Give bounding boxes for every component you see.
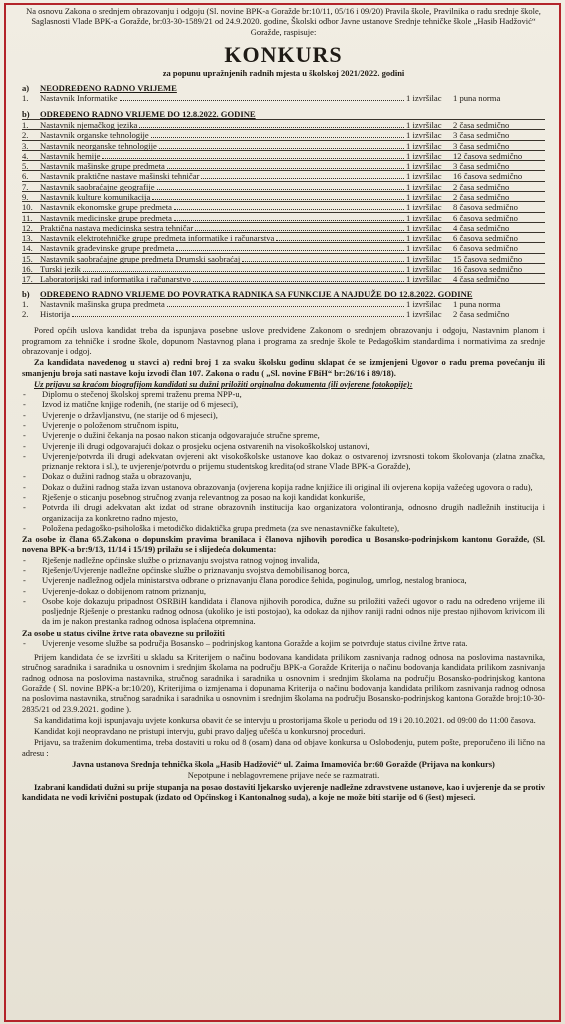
- row-number: 17.: [22, 274, 33, 285]
- executor-count: 1 izvršilac: [406, 202, 442, 213]
- weekly-hours: 4 časa sedmično: [453, 222, 510, 233]
- weekly-hours: 16 časova sedmično: [453, 171, 523, 182]
- application-instructions: Prijavu, sa traženim dokumentima, treba dostaviti u roku od 8 (osam) dana od objave konkursa u Oslobođenju, putem pošte, preporučeno ili lično na adresu :: [22, 737, 545, 758]
- position-name: Nastavnik medicinske grupe predmeta: [40, 212, 172, 223]
- row-number: 16.: [22, 264, 33, 275]
- leader-dots: [195, 225, 404, 231]
- weekly-hours: 2 časa sedmično: [453, 309, 510, 320]
- contract-note: Za kandidata navedenog u stavci a) redni broj 1 za svaku školsku godinu sklapat će se izmjenjeni Ugovor o radu prema povećanju ili smanjenju broja sati nastave koju izvodi član 107. Zakona o radu ( „Sl. novine FBiH“ br:26/16 i 89/18).: [22, 357, 545, 378]
- row-number: 6.: [22, 171, 29, 182]
- row-number: 9.: [22, 192, 29, 202]
- document-item: - Rješenje nadležne općinske službe o priznavanju svojstva ratnog vojnog invalida,: [22, 555, 545, 565]
- document-item: - Rješenje/Uvjerenje nadležne općinske službe o priznavanju svojstva demobilisanog borca,: [22, 565, 545, 575]
- row-number: 5.: [22, 161, 29, 172]
- leader-dots: [242, 256, 404, 262]
- interview-absence-note: Kandidat koji neopravdano ne pristupi intervju, gubi pravo daljeg učešća u konkursnoj proceduri.: [34, 726, 366, 737]
- position-row: [22, 253, 545, 263]
- intro-paragraph: Na osnovu Zakona o srednjem obrazovanju i odgoju (Sl. novine BPK-a Goražde br:10/11, 05/16 i 09/20) Pravila škole, Pravilnika o radu srednje škole, Saglasnosti Vlade BPK-a Goražde, br:03-30-1589/21 od 24.9.2020. godine, Školski odbor Javne ustanove Srednje tehničke škole „Hasib Hadžović“ Goražde, raspisuje:: [26, 6, 541, 37]
- weekly-hours: 6 časova sedmično: [453, 233, 518, 244]
- row-number: 14.: [22, 243, 33, 254]
- row-number: 11.: [22, 212, 33, 223]
- weekly-hours: 3 časa sedmično: [453, 161, 510, 172]
- position-name: Nastavnik Informatike: [40, 93, 118, 104]
- leader-dots: [174, 215, 404, 221]
- document-item: - Položena pedagoško-psihološka i metodičko didaktička grupa predmeta (za sve nenastavničke fakultete),: [22, 523, 545, 533]
- conditions-body: [22, 325, 545, 802]
- document-item: - Uvjerenje nadležnog odjela ministarstva odbrane o priznavanju člana porodice šehida, poginulog, umrlog, nestalog branioca,: [22, 575, 545, 585]
- red-border-right: [559, 3, 561, 1022]
- leader-dots: [174, 204, 404, 210]
- document-item: - Uvjerenje o dužini čekanja na posao nakon sticanja odgovarajuće stručne spreme,: [22, 430, 545, 440]
- position-row: [22, 309, 545, 319]
- weekly-hours: 1 puna norma: [453, 93, 501, 104]
- leader-dots: [83, 266, 404, 272]
- section-a-heading: [22, 83, 545, 93]
- weekly-hours: 3 časa sedmično: [453, 140, 510, 151]
- row-number: 13.: [22, 233, 33, 244]
- executor-count: 1 izvršilac: [406, 298, 442, 309]
- red-border-left: [4, 3, 6, 1022]
- weekly-hours: 12 časova sedmično: [453, 150, 523, 161]
- leader-dots: [167, 301, 404, 307]
- row-number: 2.: [22, 130, 29, 141]
- red-border-top: [4, 3, 561, 5]
- section-a: [22, 83, 545, 104]
- incomplete-note: Nepotpune i neblagovremene prijave neće se razmatrati.: [187, 770, 380, 781]
- row-number: 1.: [22, 298, 29, 309]
- weekly-hours: 3 časa sedmično: [453, 130, 510, 141]
- row-number: 3.: [22, 140, 29, 151]
- executor-count: 1 izvršilac: [406, 119, 442, 130]
- section-letter: b): [22, 288, 30, 299]
- document-item: - Dokaz o dužini radnog staža izvan ustanova obrazovanja (ovjerena kopija radne knjižice ili original ili ovjerena kopija važećeg ugovora o radu),: [22, 482, 545, 492]
- executor-count: 1 izvršilac: [406, 233, 442, 244]
- position-name: Nastavnik praktične nastave mašinski tehničar: [40, 171, 200, 182]
- position-row: [22, 129, 545, 139]
- document-item: - Uvjerenje o državljanstvu, (ne starije od 6 mjeseci),: [22, 410, 545, 420]
- civil-victims-heading: Za osobe u status civilne žrtve rata obavezne su priložiti: [22, 627, 225, 638]
- position-name: Nastavnik neorganske tehnologije: [40, 140, 157, 151]
- veterans-heading: Za osobe iz člana 65.Zakona o dopunskim pravima branilaca i članova njihovih porodica u Bosansko-podrinjskom kantonu Goražde, (Sl. novena BPK-a br:9/13, 11/14 i 15/19) prilažu se i slijedeća dokumenta:: [22, 534, 545, 555]
- position-row: [22, 191, 545, 201]
- row-number: 15.: [22, 253, 33, 264]
- position-list: [22, 299, 545, 320]
- final-requirement: Izabrani kandidati dužni su prije stupanja na posao dostaviti ljekarsko uvjerenje nadležne zdravstvene ustanove, kao i uvjerenje da se protiv kandidata ne vodi krivični postupak (izdato od Općinskog i Kantonalnog suda), a koje ne može biti starije od 6 (šest) mjeseci.: [22, 781, 545, 802]
- executor-count: 1 izvršilac: [406, 212, 442, 223]
- section-c: [22, 289, 545, 320]
- leader-dots: [139, 122, 404, 128]
- documents-list: [22, 389, 545, 533]
- position-name: Nastavnik kulture komunikacija: [40, 192, 151, 202]
- leader-dots: [72, 311, 404, 317]
- position-name: Historija: [40, 309, 71, 320]
- executor-count: 1 izvršilac: [406, 181, 442, 192]
- red-border-bottom: [4, 1020, 561, 1022]
- leader-dots: [176, 245, 404, 251]
- position-name: Nastavnik ekonomske grupe predmeta: [40, 202, 172, 213]
- row-number: 12.: [22, 222, 33, 233]
- executor-count: 1 izvršilac: [406, 243, 442, 254]
- document-item: - Uvjerenje ili drugi odgovarajući dokaz o prosjeku ocjena ostvarenih na visokoškolskoj ustanovi,: [22, 441, 545, 451]
- document-item: - Uvjerenje o položenom stručnom ispitu,: [22, 420, 545, 430]
- position-name: Nastavnik njemačkog jezika: [40, 119, 138, 130]
- leader-dots: [120, 95, 404, 101]
- document-item: - Uvjerenje/potvrda ili drugi adekvatan ovjereni akt visokoškolske ustanove kao dokaz o ostvarenoj izvrsnosti tokom školovanja (zlatna značka, priznanje rektora i sl.), te uvjerenje/potvrdu o prijemu studentskog kredita(od strane Vlade BPK-a Goražde),: [22, 451, 545, 472]
- interview-info: Sa kandidatima koji ispunjavaju uvjete konkursa obavit će se intervju u prostorijama škole u periodu od 19 i 20.10.2021. od 09:00 do 11:00 časova.: [34, 714, 536, 725]
- executor-count: 1 izvršilac: [406, 130, 442, 141]
- position-row: [22, 273, 545, 283]
- leader-dots: [157, 184, 404, 190]
- position-row: [22, 232, 545, 242]
- document-item: - Diplomu o stečenoj školskoj spremi traženu prema NPP-u,: [22, 389, 545, 399]
- weekly-hours: 1 puna norma: [453, 298, 501, 309]
- position-name: Praktična nastava medicinska sestra tehničar: [40, 222, 194, 233]
- weekly-hours: 6 časova sedmično: [453, 243, 518, 254]
- position-row: [22, 93, 545, 103]
- leader-dots: [152, 194, 404, 200]
- veterans-documents-list: [22, 555, 545, 627]
- executor-count: 1 izvršilac: [406, 264, 442, 275]
- executor-count: 1 izvršilac: [406, 274, 442, 285]
- row-number: 2.: [22, 309, 29, 320]
- position-row: [22, 119, 545, 129]
- leader-dots: [151, 132, 404, 138]
- row-number: 1.: [22, 119, 29, 130]
- section-title: NEODREĐENO RADNO VRIJEME: [40, 83, 177, 94]
- position-row: [22, 263, 545, 273]
- page-title: KONKURS: [224, 42, 343, 68]
- section-title: ODREĐENO RADNO VRIJEME DO POVRATKA RADNIKA SA FUNKCIJE A NAJDUŽE DO 12.8.2022. GODINE: [40, 288, 473, 299]
- school-address: Javna ustanova Srednja tehnička škola „Hasib Hadžović“ ul. Zaima Imamovića br:60 Goražde (Prijava na konkurs): [72, 759, 495, 770]
- position-list: [22, 119, 545, 284]
- leader-dots: [193, 276, 404, 282]
- executor-count: 1 izvršilac: [406, 150, 442, 161]
- weekly-hours: 2 časa sedmično: [453, 181, 510, 192]
- executor-count: 1 izvršilac: [406, 140, 442, 151]
- row-number: 4.: [22, 150, 29, 161]
- row-number: 7.: [22, 181, 29, 192]
- executor-count: 1 izvršilac: [406, 222, 442, 233]
- position-name: Nastavnik građevinske grupe predmeta: [40, 243, 175, 254]
- section-b: [22, 109, 545, 284]
- document-item: - Izvod iz matične knjige rođenih, (ne starije od 6 mjeseci),: [22, 399, 545, 409]
- position-name: Nastavnik hemije: [40, 150, 101, 161]
- documents-heading: Uz prijavu sa kraćom biografijom kandidati su dužni priložiti orginalna dokumenta (ili ovjerene fotokopije):: [34, 378, 413, 389]
- row-number: 10.: [22, 202, 33, 213]
- executor-count: 1 izvršilac: [406, 171, 442, 182]
- leader-dots: [276, 235, 404, 241]
- position-name: Nastavnik saobraćajne geografije: [40, 181, 155, 192]
- position-row: [22, 212, 545, 222]
- leader-dots: [159, 143, 404, 149]
- document-item: - Uvjerenje vesome službe sa područja Bosansko – podrinjskog kantona Goražde a kojim se potvrđuje status civilne žrtve rata.: [22, 638, 545, 648]
- leader-dots: [167, 163, 404, 169]
- position-name: Nastavnik mašinske grupe predmeta: [40, 161, 165, 172]
- position-row: [22, 242, 545, 252]
- weekly-hours: 8 časova sedmično: [453, 202, 518, 213]
- position-name: Nastavnik saobraćajne grupe predmeta Drumski saobraćaj: [40, 253, 241, 264]
- position-row: [22, 160, 545, 170]
- selection-criteria: Prijem kandidata će se izvršiti u skladu sa Kriterijem o načinu bodovana kandidata prilikom zasnivanja radnog odnosa na poslovima nastavnika, stručnog saradnika i saradnika u osnovnim i srednjim školama na području BPK-a Goražde Kriterija o načinu bodovanja kandidata prilikom zasnivanja radnog odnosa na poslovima nastavnika, stručnog saradnika i saradnika u osnovnim i srednjim školama na području Bosansko-podrinjskog kantona Goražde ( Sl. novine BPK-a br:10/20), Kriterijima o izmjenama i dopunama Kriterija o načinu bodovanja kandidata prilikom zasnivanja radnog odnosa na poslovima nastavnika, stručnog saradnika i saradnika u osnovnim i srednjim školama na području Bosansko-podrinjskog kantona Goražde broj:10-30-2835/21 od 23.9.2021. godine ).: [22, 652, 545, 714]
- section-b-heading: [22, 109, 545, 119]
- position-list: [22, 93, 545, 103]
- position-row: [22, 140, 545, 150]
- document-item: - Uvjerenje-dokaz o dobijenom ratnom priznanju,: [22, 586, 545, 596]
- row-number: 1.: [22, 93, 29, 104]
- civil-victims-documents-list: [22, 638, 545, 648]
- position-row: [22, 222, 545, 232]
- executor-count: 1 izvršilac: [406, 161, 442, 172]
- leader-dots: [201, 173, 404, 179]
- page-subtitle: za popunu upražnjenih radnih mjesta u školskoj 2021/2022. godini: [162, 68, 405, 79]
- position-row: [22, 170, 545, 180]
- document-item: - Rješenje o sticanju posebnog stručnog zvanja relevantnog za posao na koji kandidat konkuriše,: [22, 492, 545, 502]
- position-row: [22, 150, 545, 160]
- document-item: - Dokaz o dužini radnog staža u obrazovanju,: [22, 471, 545, 481]
- executor-count: 1 izvršilac: [406, 253, 442, 264]
- weekly-hours: 6 časova sedmično: [453, 212, 518, 223]
- position-name: Nastavnik elektrotehničke grupe predmeta informatike i računarstva: [40, 233, 275, 244]
- leader-dots: [102, 153, 404, 159]
- general-conditions: Pored općih uslova kandidat treba da ispunjava posebne uslove predviđene Zakonom o srednjem obrazovanju i odgoju, Nastavnim planom i programom za tehničke i srodne škole, dopunom Nastavnog plana i programa za srednje škole te Pedagoškim standardima i normativima za srednje obrazovanje i odgoj.: [22, 325, 545, 357]
- document-item: - Potvrda ili drugi adekvatan akt izdat od strane obrazovnih institucija kao organizatora volontiranja, odnosno drugih nadležnih institucija i organizacija za konkretno radno mjesto,: [22, 502, 545, 523]
- executor-count: 1 izvršilac: [406, 309, 442, 320]
- executor-count: 1 izvršilac: [406, 93, 442, 104]
- document-item: - Osobe koje dokazuju pripadnost OSRBiH kandidata i članova njihovih porodica, dužne su priložiti važeći ugovor o radu na određeno vrijeme ili posljednje Rješenje o prestanku radnog odnosa (ukoliko je isti postojao), ka odokaz da njihov raniji radni odnos nije prestao njihovom krivicom ili da im je nakon prestanka radnog odnosa isplaćena otpremnina.: [22, 596, 545, 627]
- position-name: Turski jezik: [40, 264, 81, 275]
- position-name: Nastavnik mašinska grupa predmeta: [40, 298, 165, 309]
- position-name: Nastavnik organske tehnologije: [40, 130, 149, 141]
- position-row: [22, 299, 545, 309]
- position-row: [22, 181, 545, 191]
- weekly-hours: 16 časova sedmično: [453, 264, 523, 275]
- weekly-hours: 2 časa sedmično: [453, 192, 510, 202]
- section-letter: a): [22, 83, 30, 94]
- weekly-hours: 4 časa sedmično: [453, 274, 510, 285]
- position-row: [22, 201, 545, 211]
- section-c-heading: [22, 289, 545, 299]
- weekly-hours: 2 časa sedmično: [453, 119, 510, 130]
- section-letter: b): [22, 108, 30, 119]
- section-title: ODREĐENO RADNO VRIJEME DO 12.8.2022. GODINE: [40, 108, 256, 119]
- executor-count: 1 izvršilac: [406, 192, 442, 202]
- weekly-hours: 15 časova sedmično: [453, 253, 523, 264]
- position-name: Laboratorijski rad informatika i računarstvo: [40, 274, 191, 285]
